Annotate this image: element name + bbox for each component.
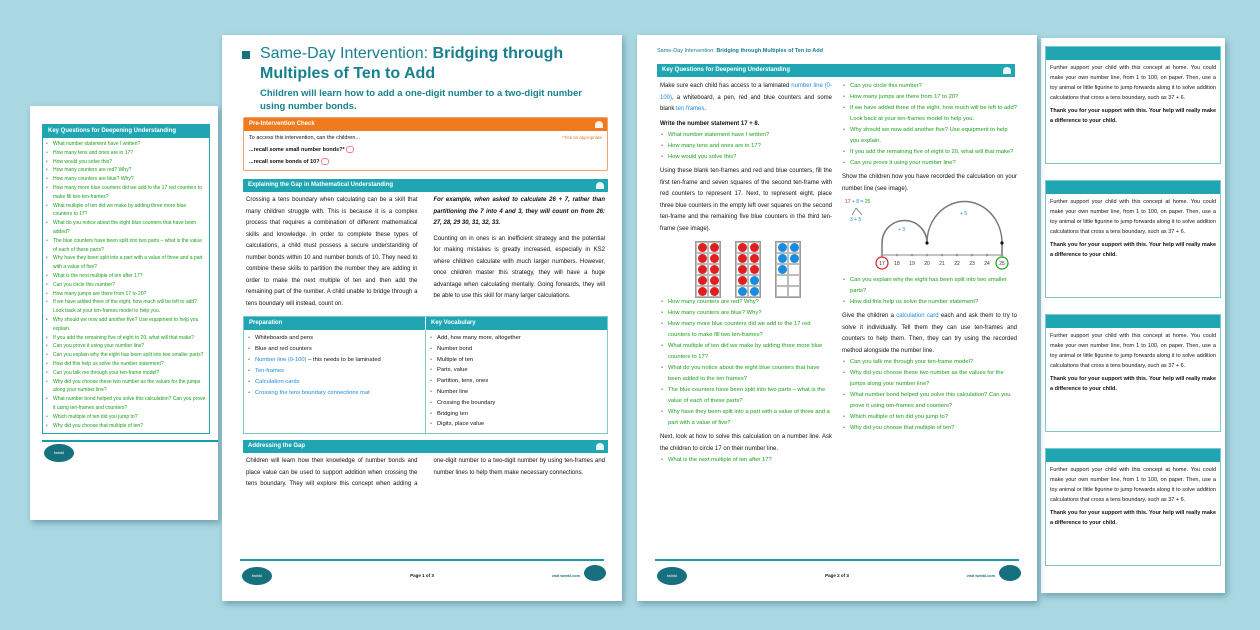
list-item: • If we have added three of the eight, how much will be left to add? Look back at your ten-frames model to help you. (45, 298, 206, 316)
ten-frame-cell (736, 264, 748, 275)
section-title: Key Questions for Deepening Understanding (662, 67, 791, 73)
blue-counter (790, 243, 799, 252)
list-item: • Can you circle this number? (45, 281, 206, 290)
blue-counter (738, 287, 747, 296)
list-item: • How many tens and ones are in 17? (45, 149, 206, 158)
home-support-card (1045, 314, 1221, 432)
ten-frame-cell (696, 264, 708, 275)
list-item: • Digits, place value (429, 419, 604, 430)
explaining-section (243, 179, 608, 310)
ten-frame-cell (708, 286, 720, 297)
page-right-preview (1041, 38, 1225, 593)
list-item: • Parts, value (429, 365, 604, 376)
red-counter (738, 265, 747, 274)
footer-divider (655, 559, 1019, 561)
card-header (1046, 315, 1220, 328)
list-item: • Which multiple of ten did you jump to? (842, 412, 1017, 423)
list-item: • Add, how many more, altogether (429, 333, 604, 344)
ten-frame-cell (748, 275, 760, 286)
list-item: • If we have added three of the eight, how much will be left to add? Look back at your ten-frames model to help you. (842, 103, 1017, 125)
item-text: Blue and red counters (255, 346, 312, 352)
ten-frame-cell (776, 242, 788, 253)
list-item: • How would you solve this? (45, 158, 206, 167)
section-title: Pre-Intervention Check (249, 121, 315, 127)
list-item: • Number line (429, 387, 604, 398)
red-counter (738, 243, 747, 252)
resource-link[interactable]: Ten-frames (255, 368, 284, 374)
paragraph: Give the children a calculation card each and ask them to try to solve it individually. Tell them they can use ten-frames and counters to help them. Then, they can try using the recorded method alongside the number line. (842, 313, 1017, 354)
list-item: • How many more blue counters did we add to the 17 red counters to make fill two ten-frames? (660, 319, 832, 341)
list-item: • Which multiple of ten did you jump to? (45, 413, 206, 422)
paragraph: Further support your child with this concept at home. You could make your own number line, from 1 to 100, on paper. Then, use a toy animal or little figurine to jump forwards along it to solve addition calculations that cross a tens boundary, such as 37 + 6. (1050, 65, 1216, 101)
ten-frame-cell (696, 286, 708, 297)
question-list (660, 455, 832, 466)
list-item: • Bridging ten (429, 409, 604, 420)
tick-mark (1001, 254, 1004, 257)
jump-point (1000, 241, 1003, 244)
running-title-light: Same-Day Intervention: (657, 48, 717, 54)
tick-note: *Tick as appropriate (562, 135, 602, 140)
tick-label: 20 (924, 261, 930, 267)
red-counter (750, 265, 759, 274)
running-title-bold: Bridging through Multiples of Ten to Add (716, 48, 823, 54)
blue-counter (750, 287, 759, 296)
list-item: • Multiple of ten (429, 355, 604, 366)
list-item: • Can you prove it using your number line? (842, 158, 1017, 169)
section-header (243, 440, 608, 453)
ten-frame-cell (748, 286, 760, 297)
item-note: – this needs to be laminated (306, 357, 381, 363)
left-footer (42, 440, 218, 462)
list-item: • How many counters are blue? Why? (660, 308, 832, 319)
twinkl-logo: twinkl (242, 567, 272, 585)
ten-frame-cell (776, 286, 788, 297)
list-item: • Crossing the boundary (429, 398, 604, 409)
footer-divider (42, 440, 218, 442)
ten-frame-cell (708, 264, 720, 275)
tick-box-icon[interactable] (346, 146, 354, 153)
twinkl-logo: twinkl (657, 567, 687, 585)
check-item-text: ...recall some small number bonds?* (249, 146, 345, 153)
red-counter (698, 254, 707, 263)
paragraph: Further support your child with this concept at home. You could make your own number line, from 1 to 100, on paper. Then, use a toy animal or little figurine to jump forwards along it to solve addition calculations that cross a tens boundary, such as 37 + 6. (1050, 333, 1216, 369)
tick-mark (911, 254, 914, 257)
ten-frame-cell (696, 242, 708, 253)
paragraph: Show the children how you have recorded the calculation on your number line (see image). (842, 174, 1017, 192)
list-item: • The blue counters have been split into two parts – what is the value of each of these parts? (45, 237, 206, 255)
tick-mark (881, 254, 884, 257)
list-item: • What is the next multiple of ten after 17? (660, 455, 832, 466)
list-item: • How many counters are blue? Why? (45, 175, 206, 184)
tick-label: 24 (984, 261, 990, 267)
blue-counter (790, 254, 799, 263)
list-item (247, 366, 422, 377)
list-item (247, 388, 422, 399)
tick-mark (926, 254, 929, 257)
ten-frame-cell (708, 253, 720, 264)
list-item: • How many counters are red? Why? (660, 297, 832, 308)
section-header (43, 125, 209, 138)
left-column (660, 81, 832, 466)
list-item: • Why did you choose these two number as the values for the jumps along your number line? (45, 378, 206, 396)
red-counter (710, 243, 719, 252)
check-item (249, 146, 602, 153)
list-item: • What is the next multiple of ten after 17? (45, 272, 206, 281)
ten-frame-cell (788, 286, 800, 297)
question-list (43, 138, 209, 433)
tick-mark (971, 254, 974, 257)
resource-link[interactable]: Number line (0-100) (255, 357, 307, 363)
paragraph: Using these blank ten-frames and red and blue counters, fill the first ten-frame and seven squares of the second ten-frame with red counters to represent 17. Next, to represent eight, place three blue counters in the empty left over squares on the second ten-frame and the remaining five blue counters in the third ten-frame (see image). (660, 168, 832, 232)
blue-counter (778, 265, 787, 274)
equation: 17 + 8 = 25 (845, 199, 871, 205)
split-branches (852, 208, 862, 215)
red-counter (710, 276, 719, 285)
list-item: • What multiple of ten did we make by adding three more blue counters to 17? (660, 341, 832, 363)
split-label: 3 + 5 (850, 217, 862, 223)
tick-box-icon[interactable] (321, 158, 329, 165)
visit-link[interactable]: visit twinkl.com (966, 574, 995, 578)
ten-frame-cell (776, 275, 788, 286)
list-item: • How would you solve this? (660, 152, 832, 163)
ten-frames-link[interactable]: ten frames (676, 106, 705, 112)
list-item: • Why should we now add another five? Use equipment to help you explain. (842, 125, 1017, 147)
list-item: • Can you explain why the eight has been split into two smaller parts? (45, 351, 206, 360)
red-counter (750, 254, 759, 263)
question-list (660, 297, 832, 429)
page-left-preview (30, 106, 218, 520)
red-counter (738, 254, 747, 263)
ten-frame-cell (696, 275, 708, 286)
visit-link[interactable]: visit twinkl.com (551, 574, 580, 578)
list-item: • What do you notice about the eight blue counters that have been added to the ten frames? (660, 363, 832, 385)
ten-frame-cell (708, 275, 720, 286)
ten-frame-cell (748, 253, 760, 264)
paragraph: Children will learn how their knowledge of number bonds and place value can be used to support addition when crossing the tens boundary. They will explore this concept when adding a one-digit number to a two-digit number by using ten-frames and number lines to help them make necessary connections. (246, 458, 605, 488)
check-intro: To access this intervention, can the children... (249, 135, 360, 141)
tick-mark (986, 254, 989, 257)
list-item: • How many jumps are there from 17 to 20? (842, 92, 1017, 103)
list-item: • How many jumps are there from 17 to 20? (45, 290, 206, 299)
ten-frame (735, 241, 761, 298)
page-2 (637, 35, 1037, 601)
list-item: • Number bond (429, 344, 604, 355)
page-title (260, 44, 608, 84)
number-line-link[interactable]: number line (0-100) (660, 83, 832, 101)
title-bold: Bridging through Multiples of Ten to Add (260, 45, 564, 82)
list-item: • Why did you choose that multiple of ten? (842, 423, 1017, 434)
list-item: • The blue counters have been split into two parts – what is the value of each of these parts? (660, 385, 832, 407)
ten-frame (695, 241, 721, 298)
red-counter (710, 287, 719, 296)
ten-frame-cell (788, 275, 800, 286)
tick-mark (896, 254, 899, 257)
section-title: Explaining the Gap in Mathematical Understanding (248, 182, 394, 188)
list-item: • Can you explain why the eight has been split into two smaller parts? (842, 275, 1017, 297)
question-list (842, 275, 1017, 308)
pre-intervention-check (243, 117, 608, 171)
paragraph: Thank you for your support with this. Your help will really make a difference to your child. (1050, 376, 1216, 392)
red-counter (698, 287, 707, 296)
paragraph: Thank you for your support with this. Your help will really make a difference to your child. (1050, 510, 1216, 526)
red-counter (698, 265, 707, 274)
title-light: Same-Day Intervention: (260, 45, 433, 62)
ten-frame-cell (736, 286, 748, 297)
page-number: Page 2 of 3 (825, 573, 849, 578)
ten-frame-cell (708, 242, 720, 253)
question-list (842, 357, 1017, 434)
page-1 (222, 35, 622, 601)
ten-frame-cell (736, 253, 748, 264)
jump-label: + 3 (898, 227, 906, 233)
red-counter (738, 276, 747, 285)
section-header (243, 179, 608, 192)
list-item: • What multiple of ten did we make by adding three more blue counters to 17? (45, 202, 206, 220)
section-title: Key Questions for Deepening Understanding (48, 128, 177, 134)
card-header (1046, 181, 1220, 194)
ten-frame-cell (776, 253, 788, 264)
blue-counter (778, 254, 787, 263)
list-item: • If you add the remaining five of eight to 20, what will that make? (45, 334, 206, 343)
paragraph: Counting on in ones is an inefficient strategy and the potential for making mistakes is greatly increased, especially in KS2 where children calculate with much larger numbers. However, once children master this strategy, they will have a huge advantage when calculating mentally. Going forwards, they will be able to use this skill for many larger calculations. (433, 235, 605, 299)
jump-arc (927, 202, 1002, 256)
list-item: • What number statement have I written? (660, 130, 832, 141)
list-item (247, 377, 422, 388)
card-header (1046, 47, 1220, 60)
ten-frame-cell (776, 264, 788, 275)
paragraph: Crossing a tens boundary when calculating can be a skill that many children struggle with. This is because it is a complex process that requires a combination of different mathematical skills and knowledge. In order to complete these types of calculations, a child must possess a secure understanding of number bonds within 10 and number bonds of 10. They need to combine these skills to partition the number they are adding in order to make the next multiple of ten and then add the remaining part of the number. A child unable to bridge through a tens boundary will instead, count on. (246, 197, 418, 307)
page-number: Page 1 of 3 (410, 573, 434, 578)
paragraph: Further support your child with this concept at home. You could make your own number line, from 1 to 100, on paper. Then, use a toy animal or little figurine to jump forwards along it to solve addition calculations that cross a tens boundary, such as 37 + 6. (1050, 467, 1216, 503)
ten-frame-cell (696, 253, 708, 264)
tick-label: 21 (939, 261, 945, 267)
number-line-diagram (842, 195, 1017, 275)
list-item: • Can you circle this number? (842, 81, 1017, 92)
home-support-card (1045, 448, 1221, 566)
paragraph-example: For example, when asked to calculate 26 + 7, rather than partitioning the 7 into 4 and 3, they will count on from 26: 27, 28, 29 30, 31, 32, 33. (433, 197, 605, 226)
list-item: • Can you talk me through your ten-frame model? (45, 369, 206, 378)
list-item: • Why have they been split into a part with a value of three and a part with a value of five? (660, 407, 832, 429)
calculation-card-link[interactable]: calculation card (896, 313, 939, 319)
list-item: • How did this help us solve the number statement? (45, 360, 206, 369)
ten-frame (775, 241, 801, 298)
red-counter (710, 254, 719, 263)
blue-counter (778, 243, 787, 252)
list-item: • Why did you choose that multiple of ten? (45, 422, 206, 431)
question-list (842, 81, 1017, 169)
section-header (657, 64, 1015, 77)
red-counter (750, 243, 759, 252)
tick-mark (941, 254, 944, 257)
number-line-image (842, 195, 1017, 275)
twinkl-logo: twinkl (44, 444, 74, 462)
red-counter (698, 243, 707, 252)
section-title: Preparation (249, 320, 283, 326)
list-item: • Partition, tens, ones (429, 376, 604, 387)
tick-label: 25 (999, 261, 1005, 267)
prep-vocab-box (243, 316, 608, 434)
list-item: • How many more blue counters did we add to the 17 red counters to make fill two ten-frames? (45, 184, 206, 202)
section-title: Addressing the Gap (248, 443, 306, 450)
section-header (244, 317, 425, 330)
list-item (247, 355, 422, 366)
jump-point (925, 241, 928, 244)
check-item-text: ...recall some bonds of 10? (249, 158, 320, 165)
list-item: • If you add the remaining five of eight to 20, what will that make? (842, 147, 1017, 158)
paragraph: Thank you for your support with this. Your help will really make a difference to your child. (1050, 108, 1216, 124)
addressing-section (243, 440, 608, 491)
list-item: • What number bond helped you solve this calculation? Can you prove it using ten-frames and counters? (842, 390, 1017, 412)
vocabulary-list (425, 330, 607, 433)
intro-paragraph: Make sure each child has access to a laminated number line (0-100), a whiteboard, a pen, red and blue counters and some blank ten frames. (660, 83, 832, 112)
list-item: • How did this help us solve the number statement? (842, 297, 1017, 308)
section-title: Key Vocabulary (431, 320, 476, 326)
tick-mark (956, 254, 959, 257)
home-support-card (1045, 46, 1221, 164)
page-subtitle: Children will learn how to add a one-digit number to a two-digit number using number bonds. (260, 88, 582, 112)
blue-counter (750, 276, 759, 285)
red-counter (698, 276, 707, 285)
jump-arc (882, 221, 927, 256)
tick-label: 17 (879, 261, 885, 267)
number-statement: Write the number statement 17 + 8. (660, 120, 760, 127)
list-item (247, 344, 422, 355)
preparation-list (244, 330, 425, 433)
section-header (244, 118, 607, 131)
tick-label: 23 (969, 261, 975, 267)
resource-link[interactable]: Crossing the tens boundary connections mat (255, 390, 370, 396)
jump-label: + 5 (960, 211, 968, 217)
red-counter (710, 265, 719, 274)
ten-frames-image (660, 235, 832, 297)
ten-frame-cell (788, 253, 800, 264)
check-item (249, 158, 602, 165)
running-title (657, 48, 823, 54)
right-column (842, 81, 1017, 434)
list-item: • What number bond helped you solve this calculation? Can you prove it using ten-frames and counters? (45, 395, 206, 413)
home-support-card (1045, 180, 1221, 298)
list-item: • How many counters are red? Why? (45, 166, 206, 175)
footer-divider (240, 559, 604, 561)
page-1-body (222, 35, 622, 491)
item-text: Whiteboards and pens (255, 335, 314, 341)
questions-box (42, 124, 210, 434)
ten-frame-cell (736, 242, 748, 253)
title-bullet-icon (242, 51, 250, 59)
ten-frame-cell (748, 264, 760, 275)
resource-link[interactable]: Calculation cards (255, 379, 300, 385)
list-item: • Why did you choose these two number as the values for the jumps along your number line? (842, 368, 1017, 390)
list-item: • What number statement have I written? (45, 140, 206, 149)
ten-frame-cell (748, 242, 760, 253)
list-item: • Why have they been split into a part with a value of three and a part with a value of five? (45, 254, 206, 272)
list-item: • What do you notice about the eight blue counters that have been added? (45, 219, 206, 237)
list-item: • How many tens and ones are in 17? (660, 141, 832, 152)
ten-frame-cell (736, 275, 748, 286)
twinkl-badge-icon (584, 565, 606, 581)
paragraph: Thank you for your support with this. Your help will really make a difference to your child. (1050, 242, 1216, 258)
list-item: • Why should we now add another five? Use equipment to help you explain. (45, 316, 206, 334)
ten-frame-cell (788, 242, 800, 253)
list-item: • Can you talk me through your ten-frame model? (842, 357, 1017, 368)
tick-label: 22 (954, 261, 960, 267)
section-header (425, 317, 607, 330)
list-item: • Can you prove it using your number line? (45, 342, 206, 351)
tick-label: 19 (909, 261, 915, 267)
list-item (247, 333, 422, 344)
twinkl-badge-icon (999, 565, 1021, 581)
paragraph: Further support your child with this concept at home. You could make your own number line, from 1 to 100, on paper. Then, use a toy animal or little figurine to jump forwards along it to solve addition calculations that cross a tens boundary, such as 37 + 6. (1050, 199, 1216, 235)
ten-frame-cell (788, 264, 800, 275)
card-header (1046, 449, 1220, 462)
tick-label: 18 (894, 261, 900, 267)
question-list (660, 130, 832, 163)
paragraph: Next, look at how to solve this calculation on a number line. Ask the children to circle 17 on their number line. (660, 434, 832, 452)
